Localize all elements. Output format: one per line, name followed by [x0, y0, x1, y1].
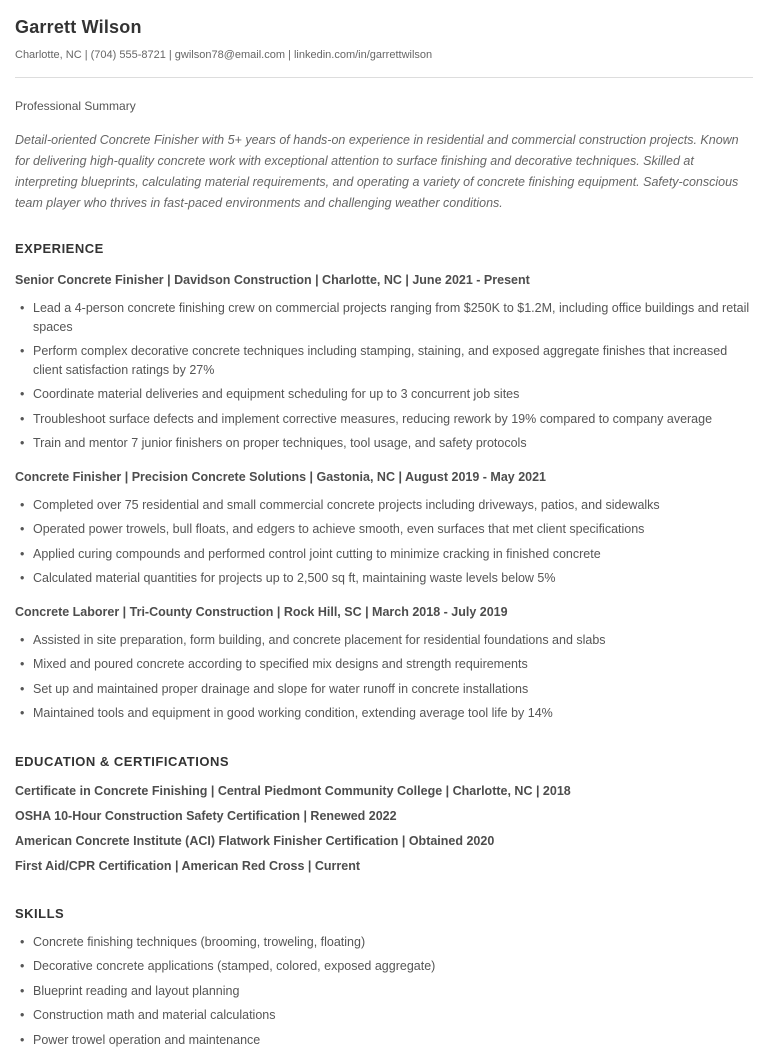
education-section [15, 782, 753, 875]
job-bullet: • Assisted in site preparation, form building, and concrete placement for residential foundations and slabs [15, 631, 753, 650]
skills-heading: SKILLS [15, 906, 753, 921]
certification-item: Certificate in Concrete Finishing | Central Piedmont Community College | Charlotte, NC | 2018 [15, 782, 753, 800]
contact-info: Charlotte, NC | (704) 555-8721 | gwilson78@email.com | linkedin.com/in/garrettwilson [15, 49, 753, 61]
skill-item: • Construction math and material calculations [15, 1006, 753, 1025]
skill-item: • Power trowel operation and maintenance [15, 1031, 753, 1049]
education-heading: EDUCATION & CERTIFICATIONS [15, 754, 753, 769]
certification-item: OSHA 10-Hour Construction Safety Certification | Renewed 2022 [15, 807, 753, 825]
skills-list [15, 933, 753, 1049]
summary-text: Detail-oriented Concrete Finisher with 5+ years of hands-on experience in residential and commercial construction projects. Known for delivering high-quality concrete work with exceptional attention to surface finishing and decorative techniques. Skilled at interpreting blueprints, calculating material requirements, and operating a variety of concrete finishing equipment. Safety-conscious team player who thrives in fast-paced environments and challenging weather conditions. [15, 130, 753, 214]
job-bullet: • Maintained tools and equipment in good working condition, extending average tool life by 14% [15, 704, 753, 723]
job-bullet: • Troubleshoot surface defects and implement corrective measures, reducing rework by 19% compared to company average [15, 410, 753, 429]
skill-item: • Concrete finishing techniques (brooming, troweling, floating) [15, 933, 753, 952]
job-bullet: • Train and mentor 7 junior finishers on proper techniques, tool usage, and safety protocols [15, 434, 753, 453]
job-bullet-list [15, 496, 753, 588]
job-bullet: • Mixed and poured concrete according to specified mix designs and strength requirements [15, 655, 753, 674]
header-divider [15, 77, 753, 78]
certification-item: American Concrete Institute (ACI) Flatwork Finisher Certification | Obtained 2020 [15, 832, 753, 850]
job-title: Concrete Finisher | Precision Concrete Solutions | Gastonia, NC | August 2019 - May 2021 [15, 470, 753, 484]
experience-heading: EXPERIENCE [15, 241, 753, 256]
job-title: Concrete Laborer | Tri-County Construction | Rock Hill, SC | March 2018 - July 2019 [15, 605, 753, 619]
resume-header [15, 17, 753, 61]
job-bullet: • Operated power trowels, bull floats, and edgers to achieve smooth, even surfaces that met client specifications [15, 520, 753, 539]
job-bullet: • Set up and maintained proper drainage and slope for water runoff in concrete installations [15, 680, 753, 699]
job-bullet: • Coordinate material deliveries and equipment scheduling for up to 3 concurrent job sites [15, 385, 753, 404]
certification-item: First Aid/CPR Certification | American Red Cross | Current [15, 857, 753, 875]
job-bullet: • Applied curing compounds and performed control joint cutting to minimize cracking in finished concrete [15, 545, 753, 564]
job-bullet: • Completed over 75 residential and small commercial concrete projects including driveways, patios, and sidewalks [15, 496, 753, 515]
job-bullet-list [15, 299, 753, 453]
person-name: Garrett Wilson [15, 17, 753, 38]
skill-item: • Decorative concrete applications (stamped, colored, exposed aggregate) [15, 957, 753, 976]
job-bullet-list [15, 631, 753, 723]
summary-label: Professional Summary [15, 99, 753, 113]
job-bullet: • Calculated material quantities for projects up to 2,500 sq ft, maintaining waste levels below 5% [15, 569, 753, 588]
job-bullet: • Lead a 4-person concrete finishing crew on commercial projects ranging from $250K to $1.2M, including office buildings and retail spaces [15, 299, 753, 336]
job-title: Senior Concrete Finisher | Davidson Construction | Charlotte, NC | June 2021 - Present [15, 273, 753, 287]
experience-section [15, 273, 753, 723]
skill-item: • Blueprint reading and layout planning [15, 982, 753, 1001]
job-bullet: • Perform complex decorative concrete techniques including stamping, staining, and exposed aggregate finishes that increased client satisfaction ratings by 27% [15, 342, 753, 379]
